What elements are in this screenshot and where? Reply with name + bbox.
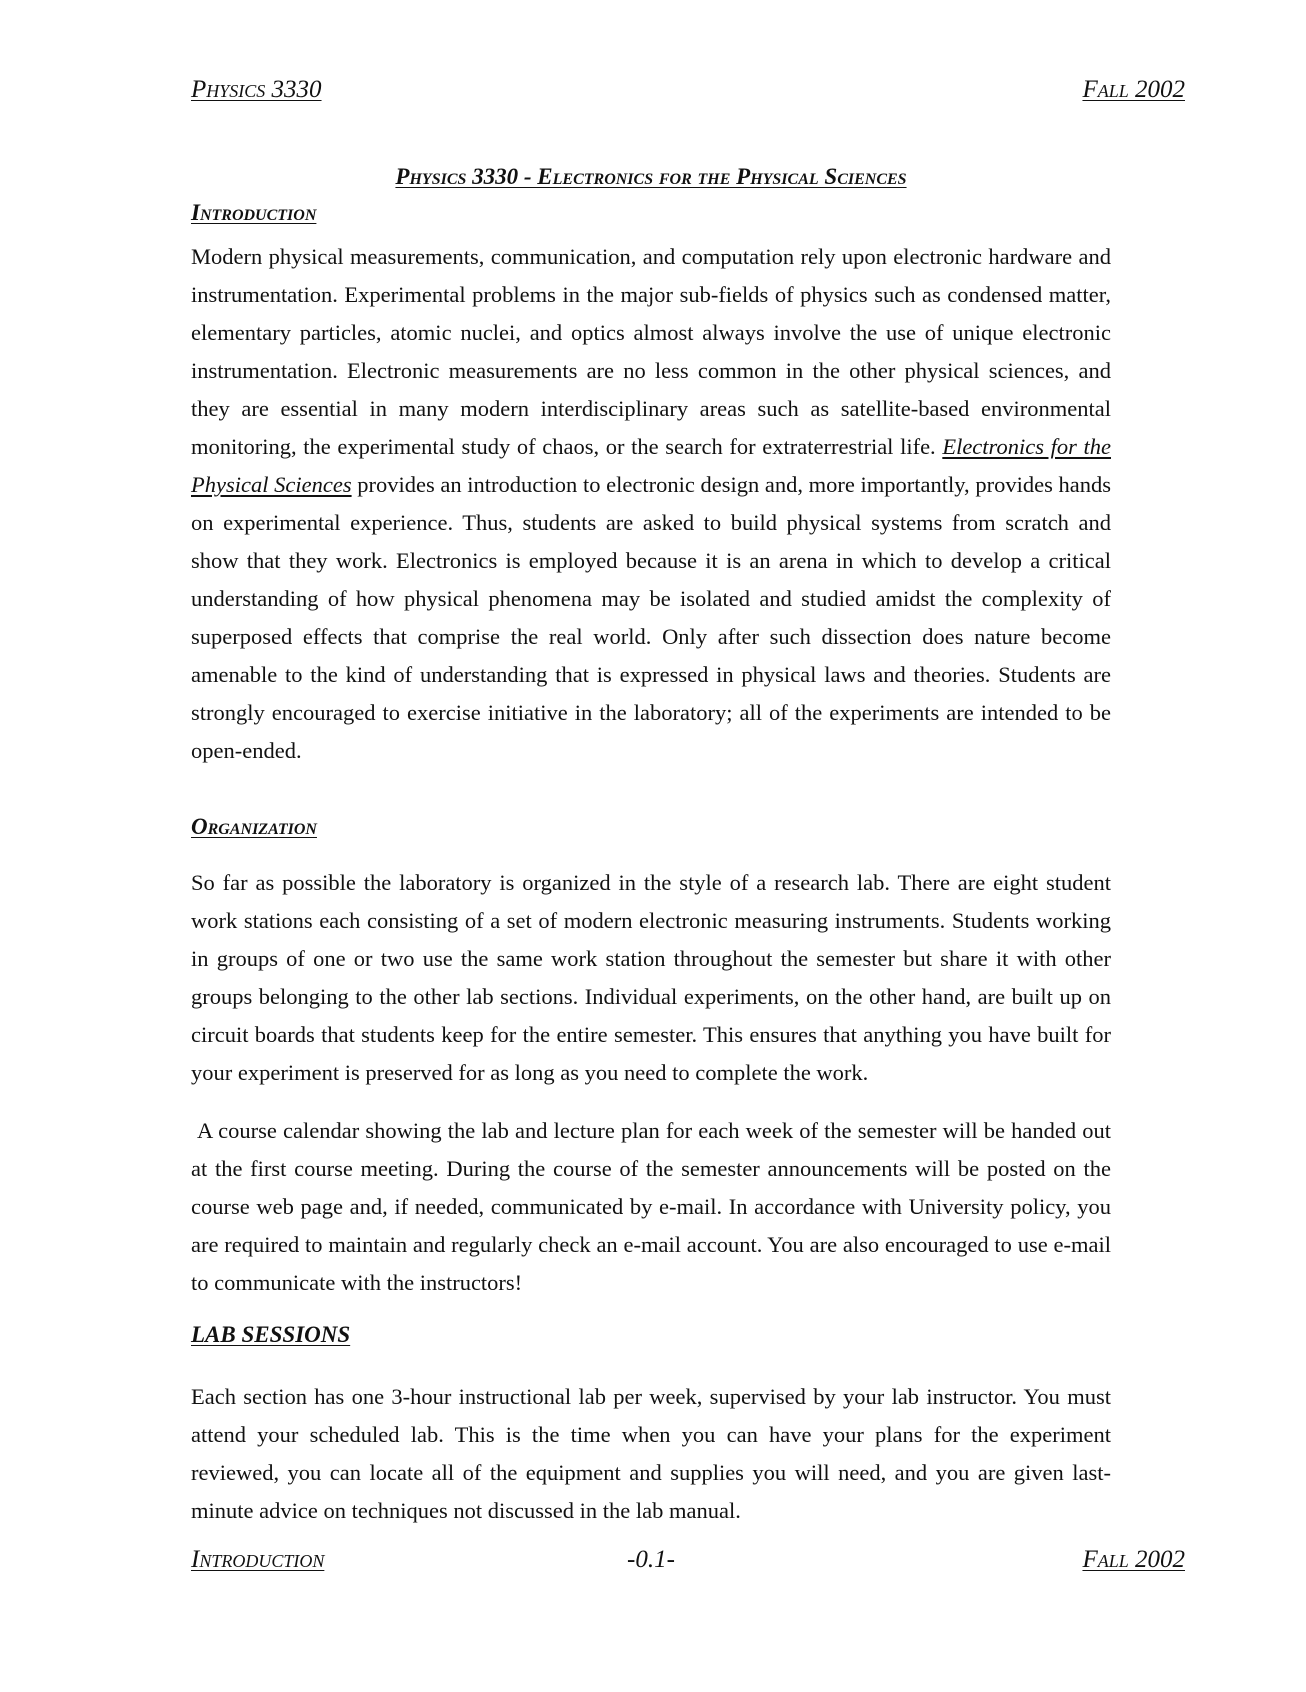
- running-header: [191, 76, 1185, 110]
- running-footer: [191, 1546, 1185, 1580]
- intro-text-before: Modern physical measurements, communication, and computation rely upon electronic hardware and instrumentation. Experimental problems in the major sub-fields of physics such as condensed matter, elementary particles, atomic nuclei, and optics almost always involve the use of unique electronic instrumentation. Electronic measurements are no less common in the other physical sciences, and they are essential in many modern interdisciplinary areas such as satellite-based environmental monitoring, the experimental study of chaos, or the search for extraterrestrial life.: [191, 244, 1111, 459]
- heading-organization: Organization: [191, 814, 317, 839]
- footer-page-number: -0.1-: [627, 1546, 675, 1573]
- intro-text-after: provides an introduction to electronic design and, more importantly, provides hands on experimental experience. Thus, students are asked to build physical systems from scratch and show that they work. Electronics is employed because it is an arena in which to develop a critical understanding of how physical phenomena may be isolated and studied amidst the complexity of superposed effects that comprise the real world. Only after such dissection does nature become amenable to the kind of understanding that is expressed in physical laws and theories. Students are strongly encouraged to exercise initiative in the laboratory; all of the experiments are intended to be open-ended.: [191, 472, 1111, 763]
- header-term: Fall 2002: [1082, 76, 1185, 103]
- paragraph-introduction: [191, 238, 1111, 770]
- paragraph-lab-sessions: Each section has one 3-hour instructional lab per week, supervised by your lab instructor. You must attend your scheduled lab. This is the time when you can have your plans for the experiment reviewed, you can locate all of the equipment and supplies you will need, and you are given last-minute advice on techniques not discussed in the lab manual.: [191, 1384, 1111, 1523]
- document-title: Physics 3330 - Electronics for the Physical Sciences: [395, 164, 907, 189]
- paragraph-organization-2: A course calendar showing the lab and lecture plan for each week of the semester will be handed out at the first course meeting. During the course of the semester announcements will be posted on the course web page and, if needed, communicated by e-mail. In accordance with University policy, you are required to maintain and regularly check an e-mail account. You are also encouraged to use e-mail to communicate with the instructors!: [191, 1118, 1111, 1295]
- heading-introduction: Introduction: [191, 200, 317, 225]
- footer-term: Fall 2002: [1082, 1546, 1185, 1573]
- footer-chapter: Introduction: [191, 1546, 325, 1573]
- intro-work-title: Electronics for the Physical Sciences: [191, 434, 1111, 497]
- heading-lab-sessions: LAB SESSIONS: [191, 1322, 351, 1347]
- header-course: Physics 3330: [191, 76, 322, 103]
- paragraph-organization-1: So far as possible the laboratory is organized in the style of a research lab. There are eight student work stations each consisting of a set of modern electronic measuring instruments. Students working in groups of one or two use the same work station throughout the semester but share it with other groups belonging to the other lab sections. Individual experiments, on the other hand, are built up on circuit boards that students keep for the entire semester. This ensures that anything you have built for your experiment is preserved for as long as you need to complete the work.: [191, 870, 1111, 1085]
